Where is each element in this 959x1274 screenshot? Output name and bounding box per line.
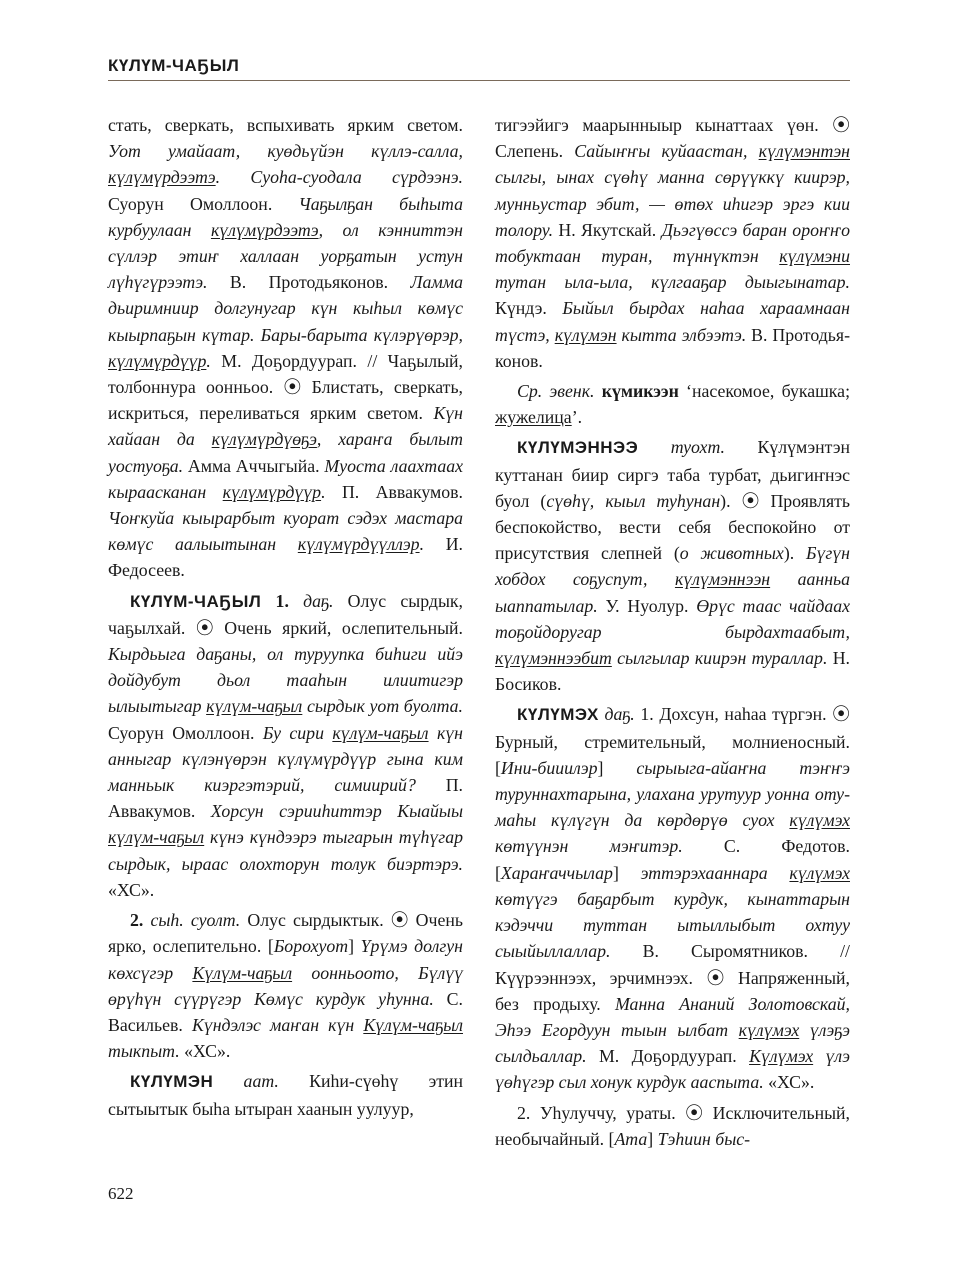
entry-kulumeh [495, 701, 850, 1095]
example-keyword [789, 863, 850, 883]
italic-text: туохт. [670, 437, 725, 458]
italic-text: үлэ үөһүгэр сыл хонук курдук ааспыта. [495, 1046, 850, 1093]
text-run: В. Сыромятников. // Күүрээннээх, эрчимнээх. ⦿ Напряженный, без продыху. [495, 941, 850, 1014]
underline: күлүмэннээбит [495, 648, 612, 669]
italic-text: Муоста лаахтаах кыраасканан [108, 455, 464, 502]
text-run: С. Васильев. [108, 988, 463, 1035]
italic-text: сырыыга-айаҥна тэҥҥэ туруннахтарына, улахана урутуур уонна оту-маһы күлүгүн да көрдөрүө суох [495, 757, 850, 831]
italic-text: көтүүгэ баҕарбыт курдук, кынаттарын кэдэччи туттан ытыллыбыт охтуу сыыйыллаллар. [495, 888, 850, 962]
italic-text: оонньоото, Бүлүү өрүһүн сүүрүгэр Көмүс курдук уһунна. [108, 962, 464, 1009]
entry-kulumennee [495, 434, 850, 697]
italic-text: Дьэгүөссэ баран ороҥҥо тобуктаан туран, түннүктэн [495, 219, 850, 267]
example-keyword [211, 220, 319, 240]
text-run: «ХС». [179, 1041, 231, 1062]
paragraph-right-1 [495, 112, 850, 374]
underlined-text: жужелица [495, 407, 572, 428]
text-run: В. Протодьяконов. [207, 272, 411, 293]
text-run: ] [597, 757, 637, 778]
italic-text: тыкпыт. [108, 1041, 180, 1062]
italic-text: тутан ыла-ыла, күлгааҕар дыыгынатар. [495, 272, 850, 293]
text-run: Амма Аччыгыйа. [183, 455, 325, 476]
text-run: С. Федотов. [ [495, 836, 850, 883]
example-keyword [789, 810, 850, 830]
text-run: ] [647, 1128, 658, 1149]
example-keyword [675, 569, 770, 589]
entry-kulum-chagyl-sense-2 [108, 907, 463, 1064]
text-run: П. Аввакумов. [108, 775, 464, 822]
example-keyword [108, 167, 216, 187]
text-run: Н. Босиков. [495, 648, 850, 695]
italic-text: Чоҥкуйа кыырарбыт куорат сэдэх мастара көмүс аалыытынан [108, 508, 463, 555]
italic-text: Хорсун сэрииһиттэр Кыайыы [210, 801, 464, 822]
example-keyword [108, 351, 206, 371]
example-keyword [363, 1015, 463, 1035]
underline: Күлүм-чаҕыл [363, 1014, 463, 1035]
text-run: М. Доҕордуурап. // Чаҕылый, толбоннура оонньоо. ⦿ Блистать, сверкать, искриться, переливаться ярким светом. [108, 350, 463, 424]
text-run: 2. Уһулуччу, ураты. ⦿ Исключительный, необычайный. [ [495, 1102, 850, 1149]
italic-text: . [321, 481, 326, 502]
text-run: ‘насекомое, букашка; [678, 381, 851, 402]
underline: күлүмэни [779, 246, 850, 267]
italic-text: Күн хайаан да [108, 403, 463, 450]
italic-text: Кырдьыга даҕаны, ол туруупка биһиги ийэ дойдубут дьол тааһын илиитигэр ылыытыгар [108, 644, 463, 717]
italic-text: Сайыҥҥы куйаастан, [574, 141, 759, 162]
text-run: «ХС». [763, 1072, 815, 1093]
text-run: Киһи-сүөһү этин сытыытык быһа ытыран хаанын уулуур, [108, 1071, 464, 1119]
text-run: Олус сырдыктык. ⦿ Очень ярко, ослепительно. [ [108, 910, 463, 957]
example-keyword [739, 1020, 800, 1040]
italic-text: Ламма дьиримниир долгунугар күн кыһыл көмүс кыырпаҕын күтар. Бары-барыта күлэрүөрэр, [108, 272, 463, 345]
italic-text: Манна Ананий Золотовскай, Эһээ Егордуун тыын ылбат [495, 993, 850, 1040]
text-run: У. Нуолур. [597, 595, 697, 616]
example-keyword [759, 141, 850, 161]
italic-text: Ата [614, 1128, 648, 1149]
italic-text: Бу сири [262, 722, 333, 743]
italic-text: сылгылар киирэн тураллар. [611, 648, 828, 669]
italic-text: Борохуот [273, 936, 349, 957]
italic-text: Ини-бииилэр [500, 757, 598, 778]
underline: Күлүм-чаҕыл [192, 962, 293, 983]
headword: КҮЛҮМЭН [130, 1072, 214, 1092]
italic-text: Быйыл бырдах наһаа хараамнаан түстэ, [495, 298, 850, 345]
italic-text: Хараҥаччылар [500, 862, 613, 883]
page-number: 622 [108, 1184, 134, 1203]
text-run: Суорун Омоллоон. [108, 722, 263, 743]
italic-text: Уот умайаат, куөдьүйэн күллэ-салла, [108, 141, 463, 162]
italic-text: Ср. эвенк. [517, 381, 595, 402]
italic-text: сырдык уот буолта. [302, 696, 463, 717]
header-rule [108, 80, 850, 81]
text-run: ’. [571, 407, 583, 428]
entry-kulum-chagyl [108, 588, 463, 903]
text-run [638, 437, 671, 457]
italic-text: даҕ. [303, 590, 334, 611]
text-run [594, 381, 601, 401]
italic-text: көтүүнэн мэҥитэр. [495, 836, 683, 857]
headword: КҮЛҮМЭХ [517, 705, 599, 725]
text-run: ] [348, 936, 361, 957]
text-run: ] [612, 862, 641, 883]
underline: күлүмэнтэн [758, 141, 850, 162]
headword: КҮЛҮМ-ЧАҔЫЛ [130, 591, 262, 611]
italic-text: кытта элбээтэ. [616, 324, 747, 345]
example-keyword [495, 648, 612, 668]
italic-text: Күндэлэс маҥан күн [192, 1014, 364, 1035]
running-head: КҮЛҮМ-ЧАҔЫЛ [108, 56, 240, 75]
example-keyword [192, 963, 292, 983]
underline: күлүмэх [789, 810, 850, 831]
bold-text: 2. [130, 910, 144, 931]
italic-text: сылгы, ынах сүөһү манна сөрүүккү киирэр, мунньустар эбит, — өтөх иһигэр эргэ кии толору. [495, 167, 850, 240]
text-run: П. Аввакумов. [325, 481, 463, 502]
example-keyword [223, 482, 321, 502]
italic-text: үлэҕэ сылдьаллар. [495, 1019, 851, 1067]
italic-text: даҕ. [604, 704, 635, 725]
underline: күлүмүрдээтэ [210, 219, 319, 240]
text-run: Олус сырдык, чаҕылхай. ⦿ Очень яркий, ослепительный. [108, 590, 463, 638]
italic-text: сүөһү, кыыл туһунан [546, 490, 721, 511]
italic-text: , ол кэнниттэн сүллэр этиҥ халлаан уорҕатын устун лүһүгүрээтэ. [108, 219, 463, 293]
underline: күлүмүрдээтэ [108, 167, 216, 188]
underline: Күлүмэх [749, 1046, 814, 1067]
italic-text: о животных [679, 543, 784, 564]
text-run: Н. Якутскай. [553, 219, 662, 240]
bold-text: күмикээн [601, 381, 679, 402]
underline: күлүмүрдүүр [222, 481, 322, 502]
bold-text: 1. [261, 590, 304, 611]
text-run: ). [783, 543, 806, 564]
underline: күлүмэн [554, 324, 617, 345]
underline: күлүм-чаҕыл [206, 696, 303, 717]
example-keyword [779, 246, 850, 266]
text-run: Күлүмэнтэн куттанан биир сиргэ таба турбат, дьигиҥнэс буол ( [495, 437, 850, 511]
example-keyword [206, 696, 302, 716]
italic-text: аат. [243, 1071, 279, 1092]
text-run: М. Доҕордуурап. [586, 1046, 750, 1067]
italic-text: . Суоһа-суодала сүрдээнэ. [215, 167, 463, 188]
column-left [108, 112, 463, 1122]
italic-text: , хараҥа былыт уостуоҕа. [108, 429, 463, 476]
italic-text: . [419, 534, 425, 555]
italic-text: Үрүмэ долгун көхсүгэр [108, 936, 463, 983]
text-run [213, 1071, 243, 1091]
example-keyword [212, 429, 317, 449]
underline: күлүмэх [738, 1019, 800, 1040]
italic-text: эттэрэхааннара [640, 862, 790, 883]
entry-kulumeh-sense-2 [495, 1100, 850, 1152]
italic-text: . [206, 350, 211, 371]
italic-text: Бүгүн хобдох соҕуспут, [495, 543, 850, 590]
example-keyword [555, 325, 617, 345]
italic-text: Чаҕылҕан быһыта курбуулаан [108, 193, 463, 240]
underline: күлүмэннээн [674, 569, 771, 590]
italic-text: Өрүс таас чайдаах тоҕойдоругар бырдахтаабыт, [495, 595, 850, 642]
example-keyword [332, 723, 428, 743]
text-run: Суорун Омоллоон. [108, 193, 299, 214]
etymology-note [495, 378, 850, 430]
italic-text: Тэһиин быс- [657, 1128, 751, 1149]
text-run: стать, сверкать, вспыхивать ярким светом. [108, 115, 463, 135]
entry-kulumen [108, 1068, 463, 1121]
text-run: тигээйигэ маарынныыр кынаттаах үөн. ⦿ Слепень. [495, 115, 850, 162]
paragraph-left-1 [108, 112, 463, 584]
italic-text: аанньа ыаппатылар. [495, 569, 850, 616]
italic-text: сыһ. суолт. [150, 910, 241, 931]
underline: күлүмэх [789, 862, 850, 883]
underline: күлүмүрдүөҕэ [211, 429, 317, 450]
example-keyword [749, 1046, 813, 1066]
text-run: Күндэ. [495, 298, 563, 319]
underline: күлүм-чаҕыл [332, 722, 429, 743]
italic-text: күн анныгар күлэнүөрэн күлүмүрдүүр гына ким манньык киэргэтэрий, симиирий? [108, 722, 463, 796]
underline: күлүм-чаҕыл [108, 827, 205, 848]
underline: күлүмүрдүүр [108, 350, 207, 371]
headword: КҮЛҮМЭННЭЭ [517, 438, 639, 458]
text-run: «ХС». [108, 879, 155, 900]
example-keyword [108, 827, 204, 847]
italic-text: күнэ күндээрэ тыгарын түһүгар сырдык, ыраас олохторун толук биэртэрэ. [108, 827, 463, 874]
text-run: В. Протодьяконов. [495, 324, 850, 371]
text-run: 1. Дохсун, наһаа түргэн. ⦿ Бурный, стремительный, молниеносный. [ [495, 704, 850, 778]
underline: күлүмүрдүүллэр [297, 534, 420, 555]
column-right [495, 112, 850, 1152]
text-run: И. Федосеев. [108, 534, 464, 581]
text-run: ). ⦿ Проявлять беспокойство, вести себя беспокойно от присутствия слепней ( [495, 490, 850, 564]
example-keyword [298, 534, 420, 554]
